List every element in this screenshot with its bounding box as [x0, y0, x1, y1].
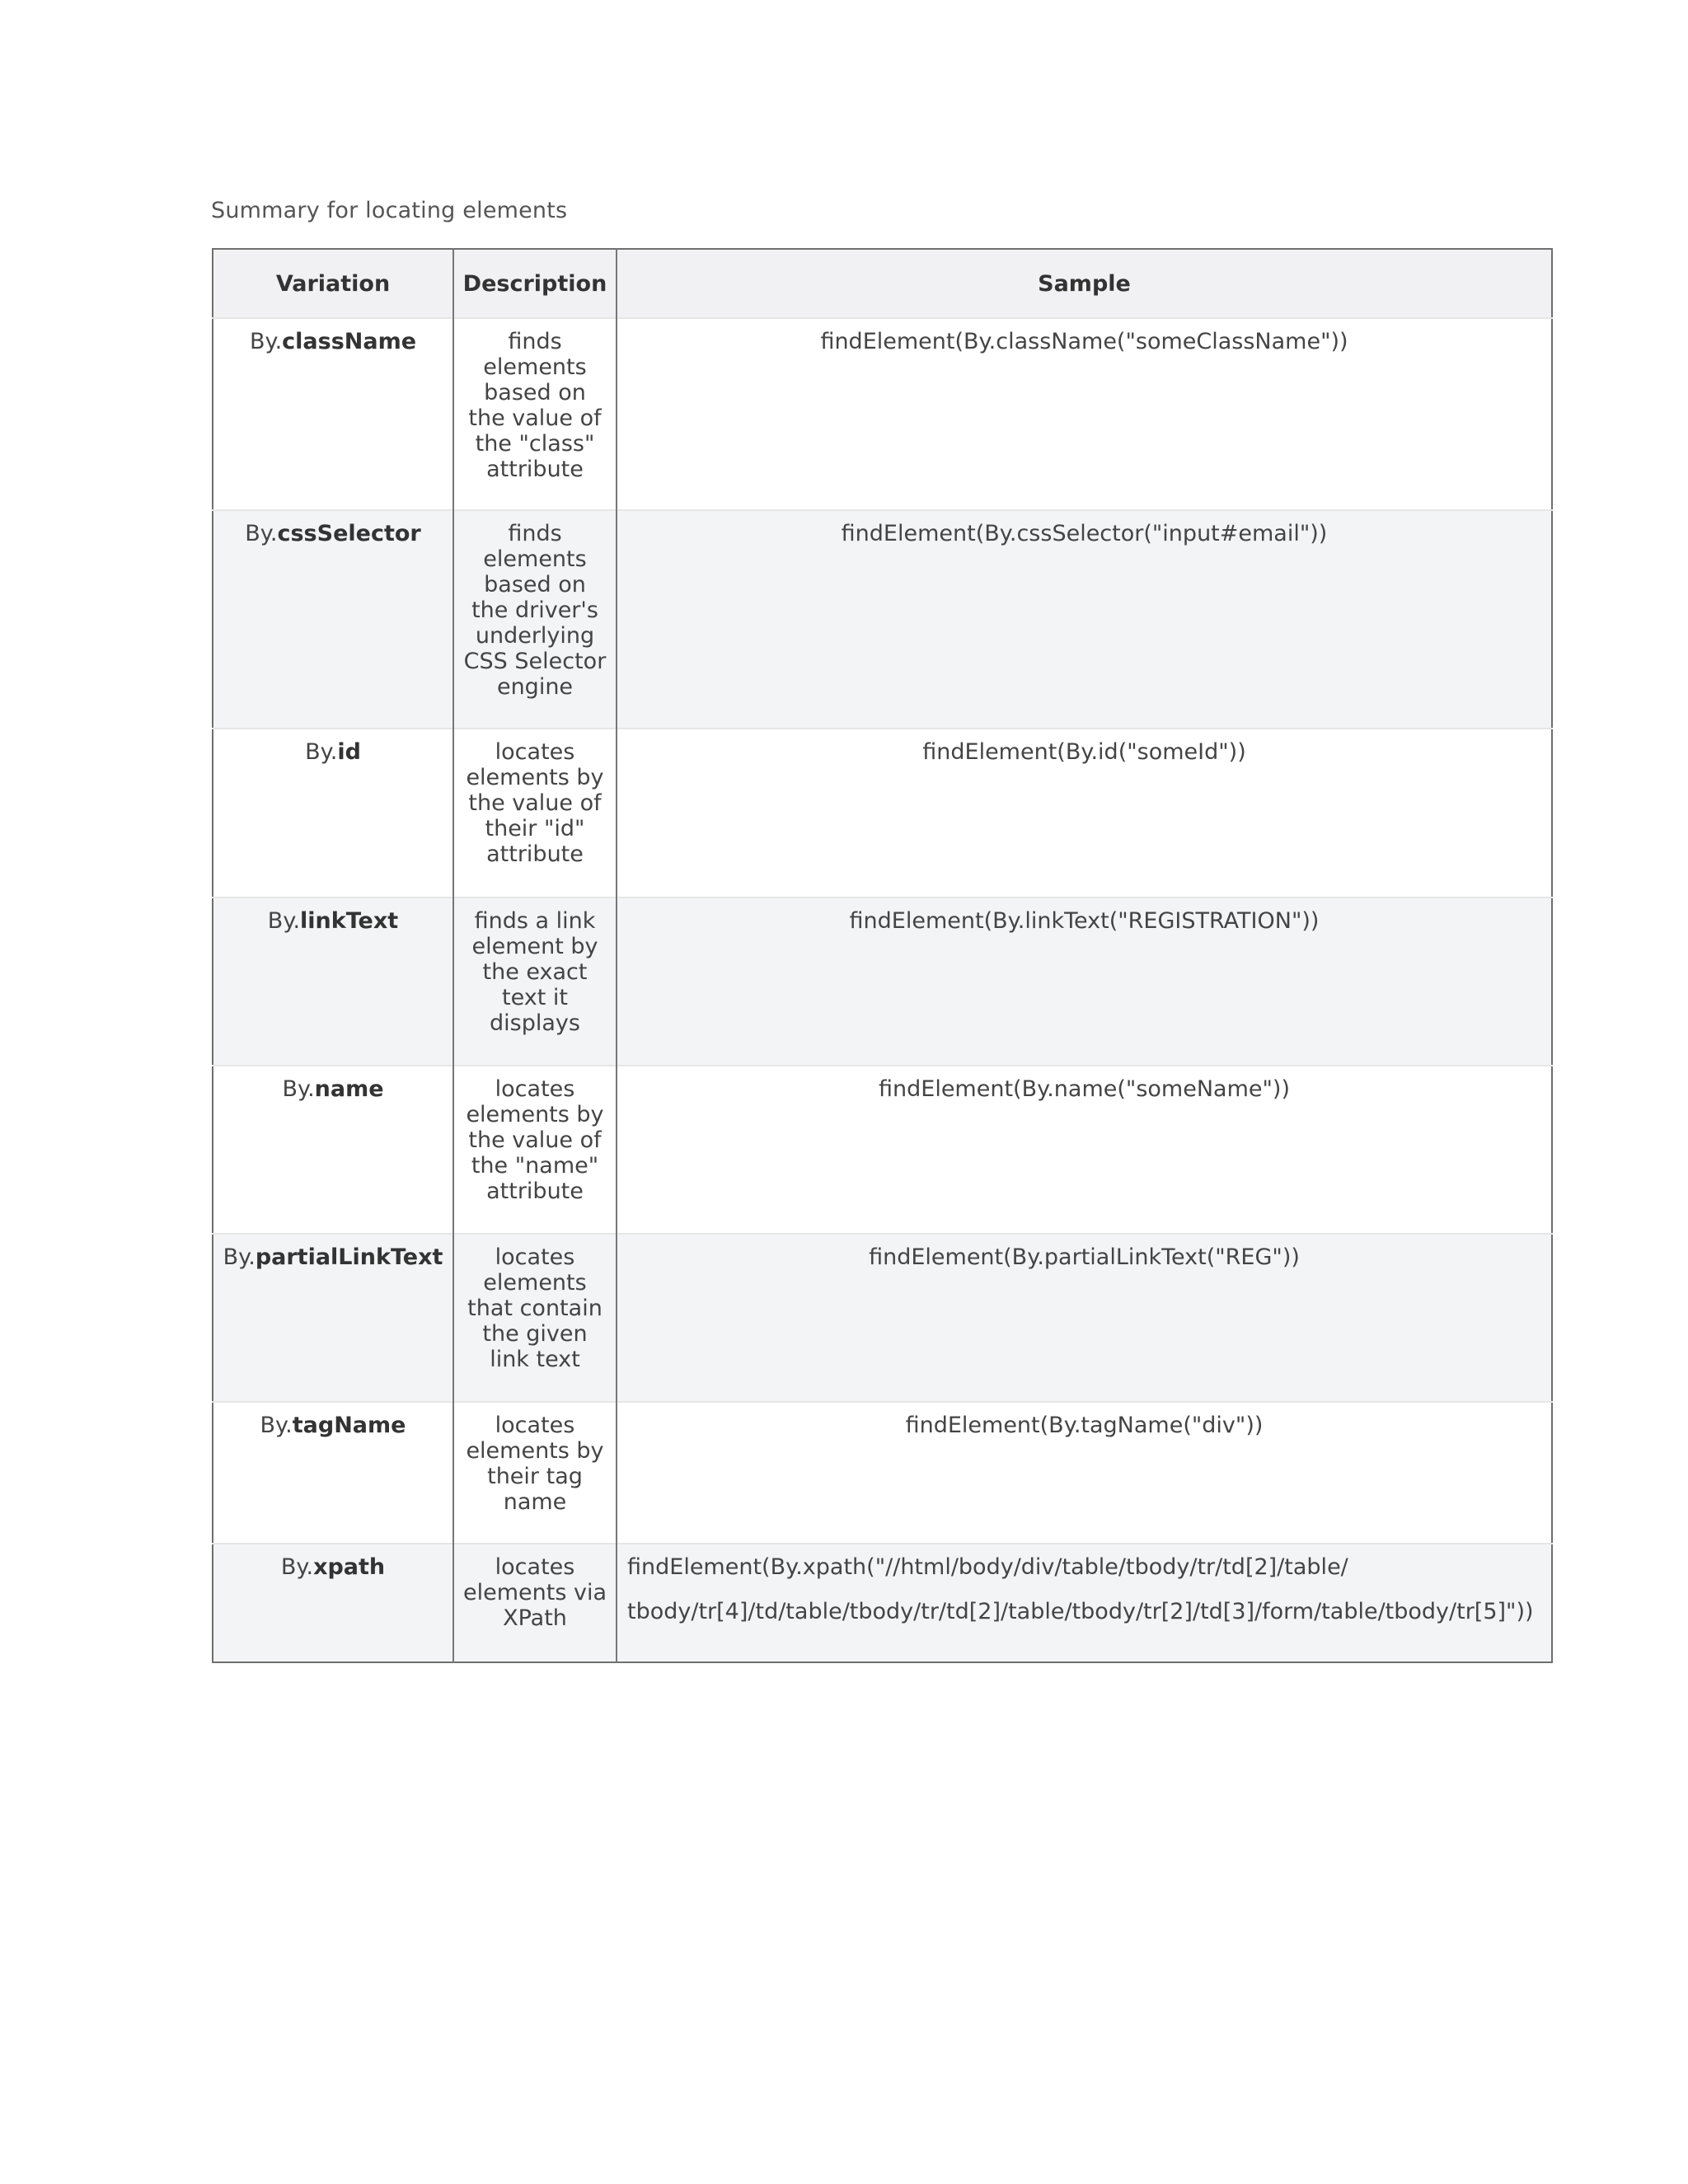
variation-prefix: By. — [280, 1554, 314, 1580]
sample-code: findElement(By.cssSelector("input#email")) — [841, 521, 1328, 546]
header-variation: Variation — [213, 249, 453, 318]
sample-code-line-2: tbody/tr[4]/td/table/tbody/tr/td[2]/table/tbody/tr[2]/td[3]/form/table/tbody/tr[5]")) — [627, 1599, 1534, 1624]
description-cell: locates elements by the value of their "id" attribute — [453, 729, 617, 898]
table-row — [213, 898, 1552, 1066]
variation-cell — [213, 510, 453, 729]
table-header-row — [213, 249, 1552, 318]
sample-cell — [617, 1066, 1552, 1234]
sample-code: findElement(By.linkText("REGISTRATION")) — [849, 908, 1320, 934]
variation-cell — [213, 1234, 453, 1402]
variation-cell — [213, 898, 453, 1066]
variation-prefix: By. — [245, 521, 278, 546]
variation-method: tagName — [292, 1413, 406, 1438]
table-row — [213, 1066, 1552, 1234]
variation-prefix: By. — [282, 1076, 315, 1102]
table-row — [213, 1402, 1552, 1544]
sample-cell — [617, 1402, 1552, 1544]
variation-method: partialLinkText — [255, 1244, 443, 1270]
description-cell: locates elements by the value of the "name" attribute — [453, 1066, 617, 1234]
variation-method: className — [282, 329, 417, 354]
sample-cell — [617, 1234, 1552, 1402]
description-cell: finds elements based on the value of the "class" attribute — [453, 318, 617, 510]
table-row — [213, 1544, 1552, 1662]
header-sample: Sample — [617, 249, 1552, 318]
table-row — [213, 318, 1552, 510]
sample-code: findElement(By.className("someClassName")) — [820, 329, 1348, 354]
header-description: Description — [453, 249, 617, 318]
sample-cell — [617, 729, 1552, 898]
table-row — [213, 729, 1552, 898]
variation-prefix: By. — [260, 1413, 293, 1438]
sample-cell — [617, 898, 1552, 1066]
variation-cell — [213, 1066, 453, 1234]
description-cell: locates elements by their tag name — [453, 1402, 617, 1544]
sample-code: findElement(By.tagName("div")) — [905, 1413, 1264, 1438]
sample-code-line-1: findElement(By.xpath("//html/body/div/table/tbody/tr/td[2]/table/ — [627, 1554, 1348, 1580]
variation-cell — [213, 1544, 453, 1662]
table-row — [213, 1234, 1552, 1402]
sample-code: findElement(By.id("someId")) — [922, 739, 1246, 765]
variation-prefix: By. — [223, 1244, 256, 1270]
variation-method: id — [337, 739, 361, 765]
variation-method: linkText — [300, 908, 399, 934]
variation-cell — [213, 318, 453, 510]
variation-prefix: By. — [305, 739, 338, 765]
sample-cell — [617, 318, 1552, 510]
locator-summary-table — [212, 248, 1553, 1663]
sample-cell — [617, 1544, 1552, 1662]
description-cell: locates elements that contain the given link text — [453, 1234, 617, 1402]
description-cell: locates elements via XPath — [453, 1544, 617, 1662]
table-row — [213, 510, 1552, 729]
sample-code: findElement(By.partialLinkText("REG")) — [869, 1244, 1300, 1270]
description-cell: finds a link element by the exact text it displays — [453, 898, 617, 1066]
variation-method: cssSelector — [277, 521, 421, 546]
sample-code: findElement(By.name("someName")) — [879, 1076, 1290, 1102]
sample-cell — [617, 510, 1552, 729]
table-caption: Summary for locating elements — [211, 198, 568, 223]
variation-method: xpath — [313, 1554, 386, 1580]
variation-cell — [213, 1402, 453, 1544]
variation-prefix: By. — [267, 908, 301, 934]
variation-method: name — [314, 1076, 384, 1102]
variation-prefix: By. — [249, 329, 283, 354]
description-cell: finds elements based on the driver's underlying CSS Selector engine — [453, 510, 617, 729]
variation-cell — [213, 729, 453, 898]
